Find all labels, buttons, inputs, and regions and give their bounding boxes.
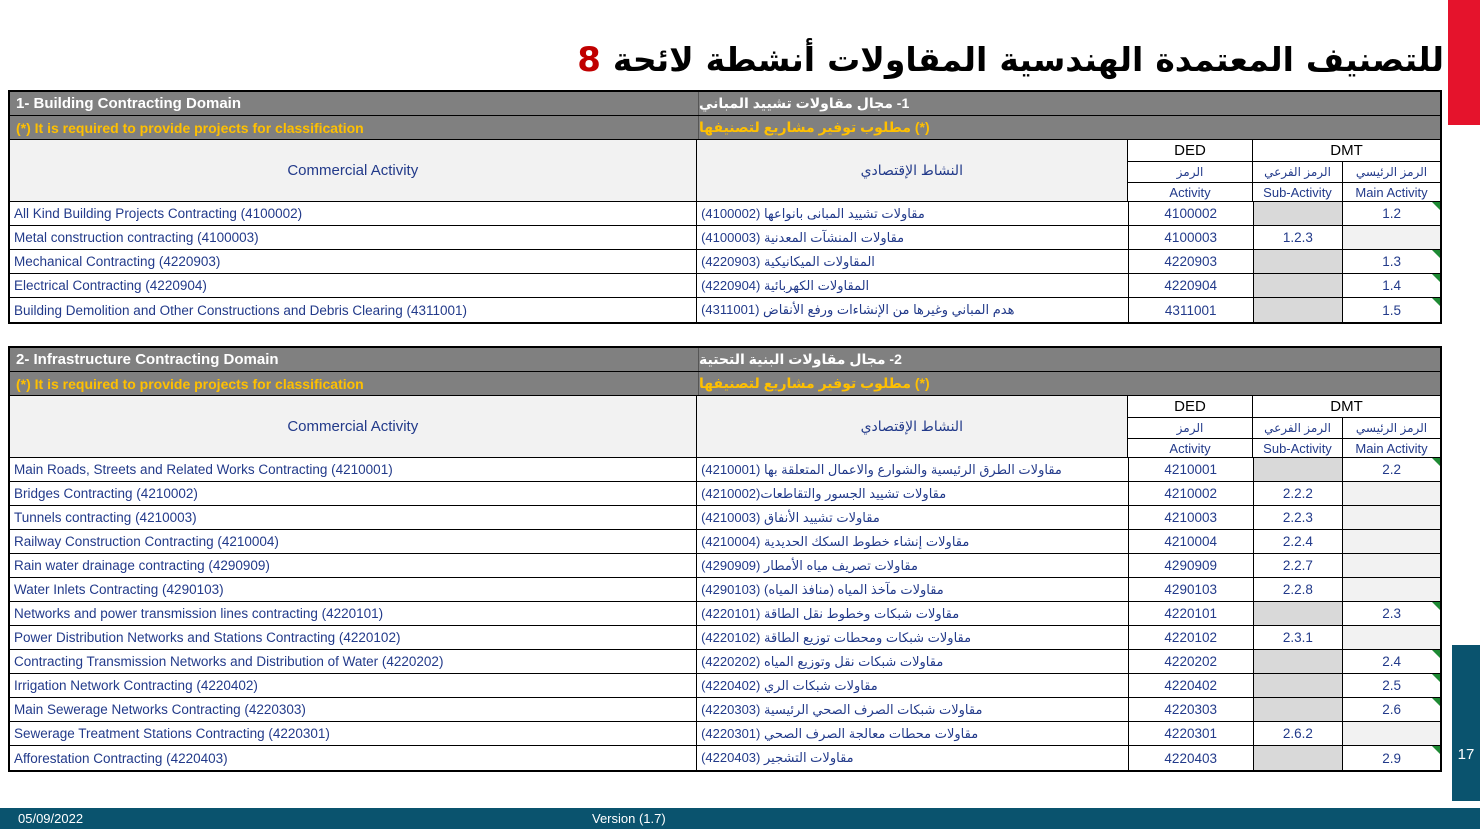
cell-economic-activity-ar: مقاولات إنشاء خطوط السكك الحديدية (4210004) (697, 530, 1129, 553)
cell-commercial-activity: Main Sewerage Networks Contracting (4220303) (10, 698, 697, 721)
domain-title-ar: 2- مجال مقاولات البنية التحتية (699, 351, 902, 367)
page-number-tab (1452, 645, 1480, 801)
cell-ded-activity-code: 4290103 (1129, 578, 1254, 601)
cell-ded-activity-code: 4210001 (1129, 458, 1254, 481)
comment-flag-triangle (1432, 250, 1440, 258)
cell-economic-activity-ar: المقاولات الكهربائية (4220904) (697, 274, 1129, 297)
note-ar: (*) مطلوب توفير مشاريع لتصنيفها (699, 119, 930, 135)
cell-ded-activity-code: 4220402 (1129, 674, 1254, 697)
cell-dmt-sub-activity: 2.2.3 (1254, 506, 1344, 529)
cell-economic-activity-ar: مقاولات شبكات ومحطات توزيع الطاقة (4220102) (697, 626, 1129, 649)
header-activity: Activity (1128, 183, 1253, 201)
header-sub-activity: Sub-Activity (1253, 439, 1343, 457)
table-row (10, 554, 1440, 578)
cell-dmt-sub-activity (1254, 698, 1344, 721)
footer-date: 05/09/2022 (18, 811, 84, 826)
cell-dmt-main-activity: 2.2 (1343, 458, 1440, 481)
cell-commercial-activity: Mechanical Contracting (4220903) (10, 250, 697, 273)
cell-ded-activity-code: 4220904 (1129, 274, 1254, 297)
title-word-5: المعتمدة (1155, 40, 1294, 79)
table-row (10, 602, 1440, 626)
footer-version: Version (1.7) (592, 811, 666, 826)
cell-dmt-sub-activity: 2.3.1 (1254, 626, 1344, 649)
domain-header-row (10, 92, 1440, 116)
cell-dmt-sub-activity: 2.2.8 (1254, 578, 1344, 601)
cell-ded-activity-code: 4311001 (1129, 298, 1254, 322)
cell-dmt-sub-activity (1254, 250, 1344, 273)
cell-dmt-main-activity (1343, 554, 1440, 577)
cell-dmt-main-activity (1343, 578, 1440, 601)
cell-commercial-activity: Railway Construction Contracting (4210004) (10, 530, 697, 553)
comment-flag-triangle (1432, 274, 1440, 282)
cell-economic-activity-ar: مقاولات تصريف مياه الأمطار (4290909) (697, 554, 1129, 577)
table-row (10, 650, 1440, 674)
cell-ded-activity-code: 4220303 (1129, 698, 1254, 721)
cell-dmt-sub-activity: 1.2.3 (1254, 226, 1344, 249)
header-main-activity: Main Activity (1355, 440, 1428, 456)
table-row (10, 698, 1440, 722)
cell-dmt-main-activity (1343, 626, 1440, 649)
cell-dmt-sub-activity (1254, 458, 1344, 481)
cell-economic-activity-ar: مقاولات الطرق الرئيسية والشوارع والاعمال المتعلقة بها (4210001) (697, 458, 1129, 481)
cell-economic-activity-ar: مقاولات المنشآت المعدنية (4100003) (697, 226, 1129, 249)
comment-flag-triangle (1432, 650, 1440, 658)
cell-ded-activity-code: 4210004 (1129, 530, 1254, 553)
title-number: 8 (577, 40, 601, 80)
cell-ded-activity-code: 4210003 (1129, 506, 1254, 529)
cell-dmt-main-activity (1343, 722, 1440, 745)
header-economic-activity-ar: النشاط الإقتصادي (697, 396, 1128, 457)
cell-dmt-main-activity: 2.5 (1343, 674, 1440, 697)
cell-economic-activity-ar: مقاولات مآخذ المياه (منافذ المياه) (4290103) (697, 578, 1129, 601)
cell-dmt-main-activity (1343, 482, 1440, 505)
header-sub-code-ar: الرمز الفرعي (1253, 162, 1343, 183)
column-headers (10, 396, 1440, 458)
cell-ded-activity-code: 4220102 (1129, 626, 1254, 649)
title-word-2: أنشطة (705, 40, 816, 79)
table-row (10, 674, 1440, 698)
cell-ded-activity-code: 4220903 (1129, 250, 1254, 273)
cell-economic-activity-ar: مقاولات شبكات الصرف الصحي الرئيسية (4220303) (697, 698, 1129, 721)
cell-economic-activity-ar: مقاولات تشييد المبانى بانواعها (4100002) (697, 202, 1129, 225)
cell-dmt-sub-activity: 2.2.7 (1254, 554, 1344, 577)
cell-ded-activity-code: 4220301 (1129, 722, 1254, 745)
cell-dmt-sub-activity (1254, 274, 1344, 297)
header-main-code-ar: الرمز الرئيسي (1355, 420, 1428, 435)
note-ar: (*) مطلوب توفير مشاريع لتصنيفها (699, 375, 930, 391)
cell-dmt-sub-activity: 2.2.2 (1254, 482, 1344, 505)
domain-title-ar: 1- مجال مقاولات تشييد المباني (699, 95, 910, 111)
comment-flag-triangle (1432, 698, 1440, 706)
cell-dmt-sub-activity (1254, 602, 1344, 625)
domain-header-row (10, 348, 1440, 372)
cell-economic-activity-ar: مقاولات شبكات الري (4220402) (697, 674, 1129, 697)
cell-ded-activity-code: 4220101 (1129, 602, 1254, 625)
cell-dmt-sub-activity (1254, 298, 1344, 322)
table-row (10, 746, 1440, 770)
header-code-ar: الرمز (1128, 162, 1253, 183)
cell-commercial-activity: Water Inlets Contracting (4290103) (10, 578, 697, 601)
table-row (10, 506, 1440, 530)
column-headers (10, 140, 1440, 202)
cell-economic-activity-ar: مقاولات شبكات نقل وتوزيع المياه (4220202) (697, 650, 1129, 673)
note-en: (*) It is required to provide projects for classification (10, 372, 699, 395)
table-row (10, 274, 1440, 298)
table-row (10, 578, 1440, 602)
comment-flag-triangle (1432, 674, 1440, 682)
infrastructure-rows (10, 458, 1440, 770)
table-row (10, 530, 1440, 554)
title-word-1: لائحة (612, 40, 694, 79)
domain-title-en: 2- Infrastructure Contracting Domain (10, 348, 699, 371)
cell-dmt-main-activity (1343, 226, 1440, 249)
cell-commercial-activity: All Kind Building Projects Contracting (4100002) (10, 202, 697, 225)
header-dmt: DMT (1330, 141, 1363, 159)
cell-dmt-main-activity: 2.6 (1343, 698, 1440, 721)
cell-commercial-activity: Irrigation Network Contracting (4220402) (10, 674, 697, 697)
cell-ded-activity-code: 4220403 (1129, 746, 1254, 770)
header-main-activity: Main Activity (1355, 184, 1428, 200)
header-commercial-activity: Commercial Activity (10, 396, 697, 457)
note-en: (*) It is required to provide projects for classification (10, 116, 699, 139)
cell-commercial-activity: Contracting Transmission Networks and Distribution of Water (4220202) (10, 650, 697, 673)
cell-economic-activity-ar: مقاولات تشييد الأنفاق (4210003) (697, 506, 1129, 529)
cell-commercial-activity: Sewerage Treatment Stations Contracting (4220301) (10, 722, 697, 745)
title-word-4: الهندسية (999, 40, 1144, 79)
note-row (10, 116, 1440, 140)
header-activity: Activity (1128, 439, 1253, 457)
cell-dmt-main-activity (1343, 506, 1440, 529)
cell-commercial-activity: Rain water drainage contracting (4290909) (10, 554, 697, 577)
cell-economic-activity-ar: مقاولات شبكات وخطوط نقل الطاقة (4220101) (697, 602, 1129, 625)
table-row (10, 250, 1440, 274)
cell-dmt-main-activity (1343, 530, 1440, 553)
header-ded: DED (1128, 140, 1253, 161)
note-row (10, 372, 1440, 396)
cell-dmt-sub-activity (1254, 202, 1344, 225)
cell-dmt-main-activity: 2.4 (1343, 650, 1440, 673)
comment-flag-triangle (1432, 298, 1440, 306)
building-contracting-table (8, 90, 1442, 324)
table-row (10, 626, 1440, 650)
cell-dmt-sub-activity (1254, 746, 1344, 770)
table-row (10, 482, 1440, 506)
cell-economic-activity-ar: هدم المباني وغيرها من الإنشاءات ورفع الأنقاض (4311001) (697, 298, 1129, 322)
cell-commercial-activity: Metal construction contracting (4100003) (10, 226, 697, 249)
cell-dmt-main-activity: 1.5 (1343, 298, 1440, 322)
page-title (577, 40, 1444, 80)
header-ded: DED (1128, 396, 1253, 417)
cell-commercial-activity: Electrical Contracting (4220904) (10, 274, 697, 297)
cell-ded-activity-code: 4210002 (1129, 482, 1254, 505)
cell-ded-activity-code: 4220202 (1129, 650, 1254, 673)
infrastructure-contracting-table (8, 346, 1442, 772)
comment-flag-triangle (1432, 202, 1440, 210)
cell-dmt-sub-activity (1254, 650, 1344, 673)
cell-commercial-activity: Tunnels contracting (4210003) (10, 506, 697, 529)
comment-flag-triangle (1432, 602, 1440, 610)
cell-dmt-main-activity: 2.9 (1343, 746, 1440, 770)
cell-commercial-activity: Main Roads, Streets and Related Works Contracting (4210001) (10, 458, 697, 481)
cell-economic-activity-ar: مقاولات محطات معالجة الصرف الصحي (4220301) (697, 722, 1129, 745)
header-economic-activity-ar: النشاط الإقتصادي (697, 140, 1128, 201)
header-code-ar: الرمز (1128, 418, 1253, 439)
cell-dmt-sub-activity: 2.6.2 (1254, 722, 1344, 745)
cell-dmt-main-activity: 1.2 (1343, 202, 1440, 225)
comment-flag-triangle (1432, 458, 1440, 466)
cell-commercial-activity: Power Distribution Networks and Stations Contracting (4220102) (10, 626, 697, 649)
cell-ded-activity-code: 4100003 (1129, 226, 1254, 249)
footer-bar (0, 808, 1480, 829)
header-main-code-ar: الرمز الرئيسي (1355, 164, 1428, 179)
table-row (10, 202, 1440, 226)
domain-title-en: 1- Building Contracting Domain (10, 92, 699, 115)
page-number: 17 (1457, 746, 1475, 763)
cell-commercial-activity: Bridges Contracting (4210002) (10, 482, 697, 505)
header-sub-activity: Sub-Activity (1253, 183, 1343, 201)
table-row (10, 298, 1440, 322)
table-row (10, 458, 1440, 482)
header-sub-code-ar: الرمز الفرعي (1253, 418, 1343, 439)
cell-ded-activity-code: 4290909 (1129, 554, 1254, 577)
title-word-6: للتصنيف (1305, 40, 1444, 79)
cell-dmt-sub-activity: 2.2.4 (1254, 530, 1344, 553)
corner-red-accent (1448, 0, 1480, 125)
cell-dmt-main-activity: 1.4 (1343, 274, 1440, 297)
cell-economic-activity-ar: مقاولات التشجير (4220403) (697, 746, 1129, 770)
cell-dmt-main-activity: 2.3 (1343, 602, 1440, 625)
building-rows (10, 202, 1440, 322)
table-row (10, 226, 1440, 250)
cell-economic-activity-ar: المقاولات الميكانيكية (4220903) (697, 250, 1129, 273)
cell-ded-activity-code: 4100002 (1129, 202, 1254, 225)
cell-commercial-activity: Networks and power transmission lines contracting (4220101) (10, 602, 697, 625)
cell-economic-activity-ar: مقاولات تشييد الجسور والتقاطعات(4210002) (697, 482, 1129, 505)
cell-commercial-activity: Afforestation Contracting (4220403) (10, 746, 697, 770)
table-row (10, 722, 1440, 746)
title-word-3: المقاولات (827, 40, 988, 79)
cell-dmt-sub-activity (1254, 674, 1344, 697)
comment-flag-triangle (1432, 746, 1440, 754)
cell-dmt-main-activity: 1.3 (1343, 250, 1440, 273)
header-commercial-activity: Commercial Activity (10, 140, 697, 201)
cell-commercial-activity: Building Demolition and Other Constructions and Debris Clearing (4311001) (10, 298, 697, 322)
header-dmt: DMT (1330, 397, 1363, 415)
